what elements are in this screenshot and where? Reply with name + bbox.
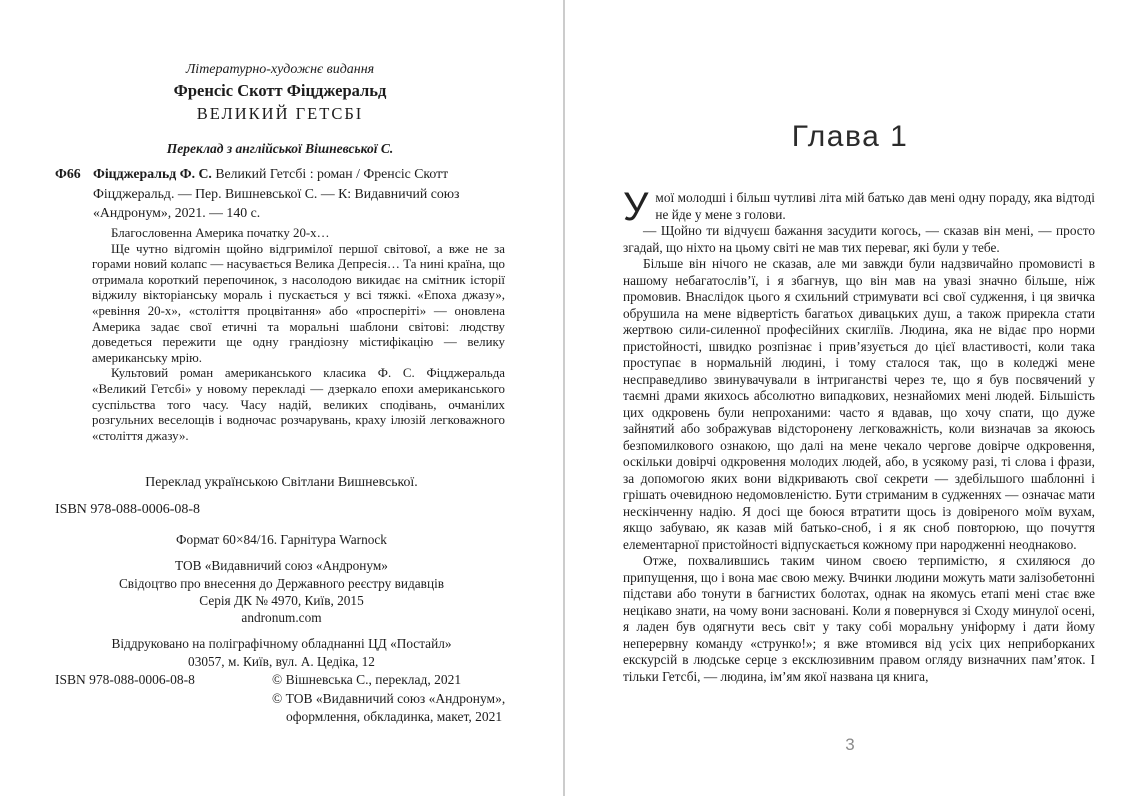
publisher-name: ТОВ «Видавничий союз «Андронум»: [175, 558, 388, 574]
translator-credit: Переклад українською Світлани Вишневської.: [145, 473, 418, 489]
catalog-code: Ф66: [55, 166, 81, 181]
title-block: [40, 62, 520, 157]
publisher-series: Серія ДК № 4970, Київ, 2015: [199, 592, 364, 608]
body-paragraph: — Щойно ти відчуєш бажання засудити когось, — сказав він мені, — просто згадай, що ніхто на цьому світі не мав тих переваг, які були у тебе.: [623, 223, 1095, 255]
publisher-certificate: Свідоцтво про внесення до Державного реєстру видавців: [118, 575, 445, 591]
format-line: Формат 60×84/16. Гарнітура Warnock: [176, 532, 387, 547]
right-page: [565, 0, 1129, 796]
translation-note: Переклад з англійської Вішневської С.: [166, 141, 394, 156]
catalog-description: [93, 164, 498, 223]
annotation-paragraph: Ще чутно відгомін щойно відгримілої першої світової, а вже не за горами новий колапс — насувається Велика Депресія… Та нині країна, що отримала короткий перепочинок, з насолодою викидає на смітник історії віджилу вікторіанську мораль і пускається у всі тяжкі. «Епоха джазу», «ревіння 20-х», «століття процвітання» або «просперіті» — оновлена Америка задає свої етичні та моральні шаблони світові: людству доведеться пережити ще одну грандіозну містифікацію — велику американську мрію.: [92, 241, 505, 365]
edition-type: Літературно-художнє видання: [185, 62, 375, 77]
body-paragraph: [623, 185, 1095, 229]
copyright-design: оформлення, обкладинка, макет, 2021: [286, 709, 503, 724]
body-paragraph: Більше він нічого не сказав, але ми завжди були надзвичайно промовисті в нашому небагатослів’ї, і я збагнув, що він мав на увазі значно більше, ніж промовив. Внаслідок цього я схильний стримувати всі свої судження, і ця звичка обрушила на мене відвертість багатьох дивацьких душ, а також прирекла стати жертвою сили-силенної професійних скигліїв. Людина, яка не відає про норми пристойності, швидко розпізнає і прив’язується до цієї властивості, коли така проступає в нормальній людині, і тому сталося так, що в коледжі мене несправедливо звинувачували в інтриганстві через те, що я був посвячений у таємні драми якихось абсолютно випадкових, незнайомих мені людей. Більшість цих одкровень були непроханими: часто я вдавав, що хочу спати, що дуже зайнятий або зображував відсторонену легковажність, коли визначав за якоюсь безпомилкового ознакою, що далі на мене чекало чергове довірче одкровення, оскільки довірчі одкровення молодих людей, або, в усякому разі, ті слова і фрази, за допомогою яких вони відкривають свої секрети — здебільшого шаблонні і грішать очевидною недомовленістю. Бути стриманим в судженнях — означає мати нескінченну надію. Я досі ще боюся втратити щось із довіреного моїм вухам, якщо забуваю, як казав мій батько-сноб, і я як сноб повторюю, що почуття елементарної пристойності відпускається кожному при народженні неоднаково.: [623, 256, 1095, 552]
isbn-number: ISBN 978-088-0006-08-8: [55, 502, 201, 517]
imprint-block: [40, 531, 523, 670]
copyright-publisher: © ТОВ «Видавничий союз «Андронум»,: [272, 690, 506, 706]
catalog-rest: Великий Гетсбі : роман / Френсіс Скотт Фіцджеральд. — Пер. Вишневської С. — К: Видавничий союз «Андронум», 2021. — 140 с.: [93, 166, 460, 220]
chapter-heading: Глава 1: [791, 120, 909, 153]
chapter-body: [623, 185, 1095, 685]
printer-address: 03057, м. Київ, вул. А. Цедіка, 12: [188, 653, 375, 669]
catalog-entry: [55, 164, 505, 223]
book-title: ВЕЛИКИЙ ГЕТСБІ: [196, 104, 364, 123]
author-name: Френсіс Скотт Фіцджеральд: [173, 81, 387, 100]
annotation-paragraph: Культовий роман американського класика Ф. С. Фіцджеральда «Великий Гетсбі» у новому перекладі — дзеркало епохи американського суспільства того часу. Часу надій, великих сподівань, очманілих розгульних веселощів і водночас розчарувань, краху ілюзій легковажного «століття джазу».: [92, 366, 505, 443]
left-page: [0, 0, 563, 796]
catalog-author-bold: Фіцджеральд Ф. С.: [93, 166, 212, 181]
publisher-website: andronum.com: [241, 610, 322, 626]
annotation-paragraph: Благословенна Америка початку 20-х…: [111, 226, 330, 240]
dropcap-letter: У: [623, 185, 649, 229]
annotation-block: [92, 226, 505, 444]
body-paragraph: Отже, похвалившись таким чином своєю терпимістю, я схиляюся до припущення, що і вона має свою межу. Вчинки людини можуть мати залізобетонні підстави або тонути в багнистих болотах, однак на якомусь етапі мені стає вже нецікаво знати, на чому вони засновані. Коли я повернувся зі Сходу минулої осені, я ладен був одягнути весь світ у таку собі моральну уніформу і дати йому неперервну команду «струнко!»; я вже втомився від усіх цих неприборканих екскурсій в людське серце з ексклюзивним правом огляду визначних пам’яток. І тільки Гетсбі, — людина, ім’ям якої названа ця книга,: [623, 553, 1095, 684]
printer-line: Віддруковано на поліграфічному обладнанні ЦД «Постайл»: [111, 636, 452, 652]
paragraph-text: мої молодші і більш чутливі літа мій батько дав мені одну пораду, яка відтоді не йде у мене з голови.: [655, 190, 1095, 222]
isbn-number-bottom: ISBN 978-088-0006-08-8: [55, 672, 195, 687]
copyright-translator: © Вішневська С., переклад, 2021: [272, 672, 462, 687]
copyright-block: [272, 671, 532, 727]
page-number: 3: [845, 735, 855, 754]
